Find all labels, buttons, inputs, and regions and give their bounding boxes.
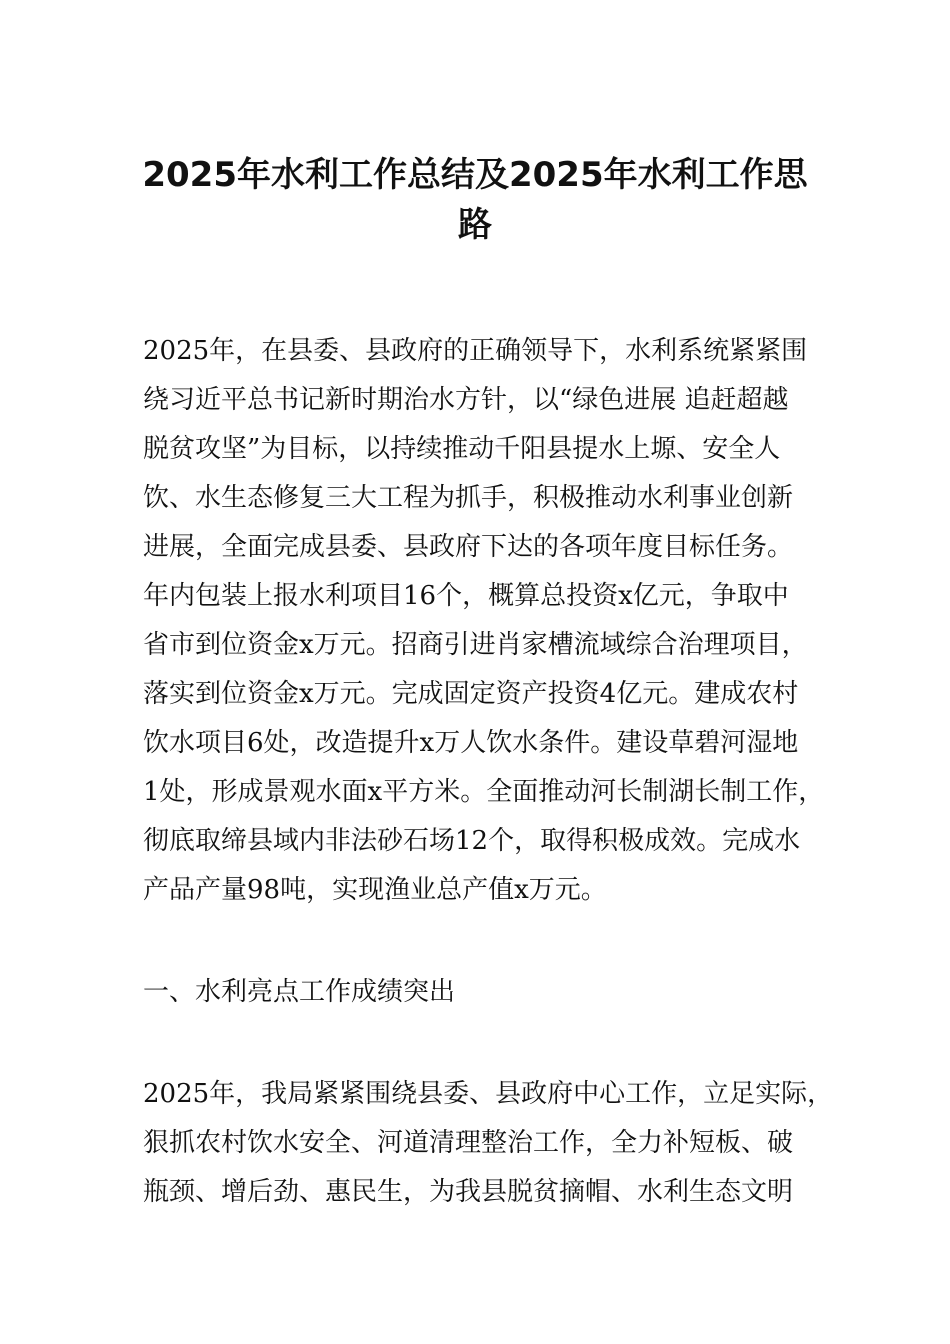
intro-paragraph-line: 脱贫攻坚”为目标，以持续推动千阳县提水上塬、安全人 (143, 434, 781, 464)
section-paragraph-line: 2025年，我局紧紧围绕县委、县政府中心工作，立足实际， (143, 1079, 834, 1109)
intro-paragraph-line: 落实到位资金x万元。完成固定资产投资4亿元。建成农村 (143, 679, 799, 709)
intro-paragraph-line: 彻底取缔县域内非法砂石场12个，取得积极成效。完成水 (143, 826, 801, 856)
intro-paragraph-line: 2025年，在县委、县政府的正确领导下，水利系统紧紧围 (143, 336, 808, 366)
intro-paragraph-line: 产品产量98吨，实现渔业总产值x万元。 (143, 875, 607, 905)
section-paragraph-line: 狠抓农村饮水安全、河道清理整治工作，全力补短板、破 (143, 1128, 794, 1158)
intro-paragraph-line: 1处，形成景观水面x平方米。全面推动河长制湖长制工作， (143, 777, 825, 807)
document-title-line-1: 2025年水利工作总结及2025年水利工作思 (142, 155, 808, 195)
intro-paragraph-line: 省市到位资金x万元。招商引进肖家槽流域综合治理项目， (143, 630, 808, 660)
intro-paragraph-line: 年内包装上报水利项目16个，概算总投资x亿元，争取中 (143, 581, 789, 611)
intro-paragraph-line: 饮、水生态修复三大工程为抓手，积极推动水利事业创新 (143, 483, 794, 513)
section-paragraph-line: 瓶颈、增后劲、惠民生，为我县脱贫摘帽、水利生态文明 (143, 1177, 794, 1207)
intro-paragraph-line: 进展，全面完成县委、县政府下达的各项年度目标任务。 (143, 532, 794, 562)
section-heading: 一、水利亮点工作成绩突出 (143, 977, 456, 1007)
document-title-line-2: 路 (458, 205, 492, 245)
intro-paragraph-line: 绕习近平总书记新时期治水方针，以“绿色进展 追赶超越 (143, 385, 789, 415)
intro-paragraph-line: 饮水项目6处，改造提升x万人饮水条件。建设草碧河湿地 (143, 728, 799, 758)
